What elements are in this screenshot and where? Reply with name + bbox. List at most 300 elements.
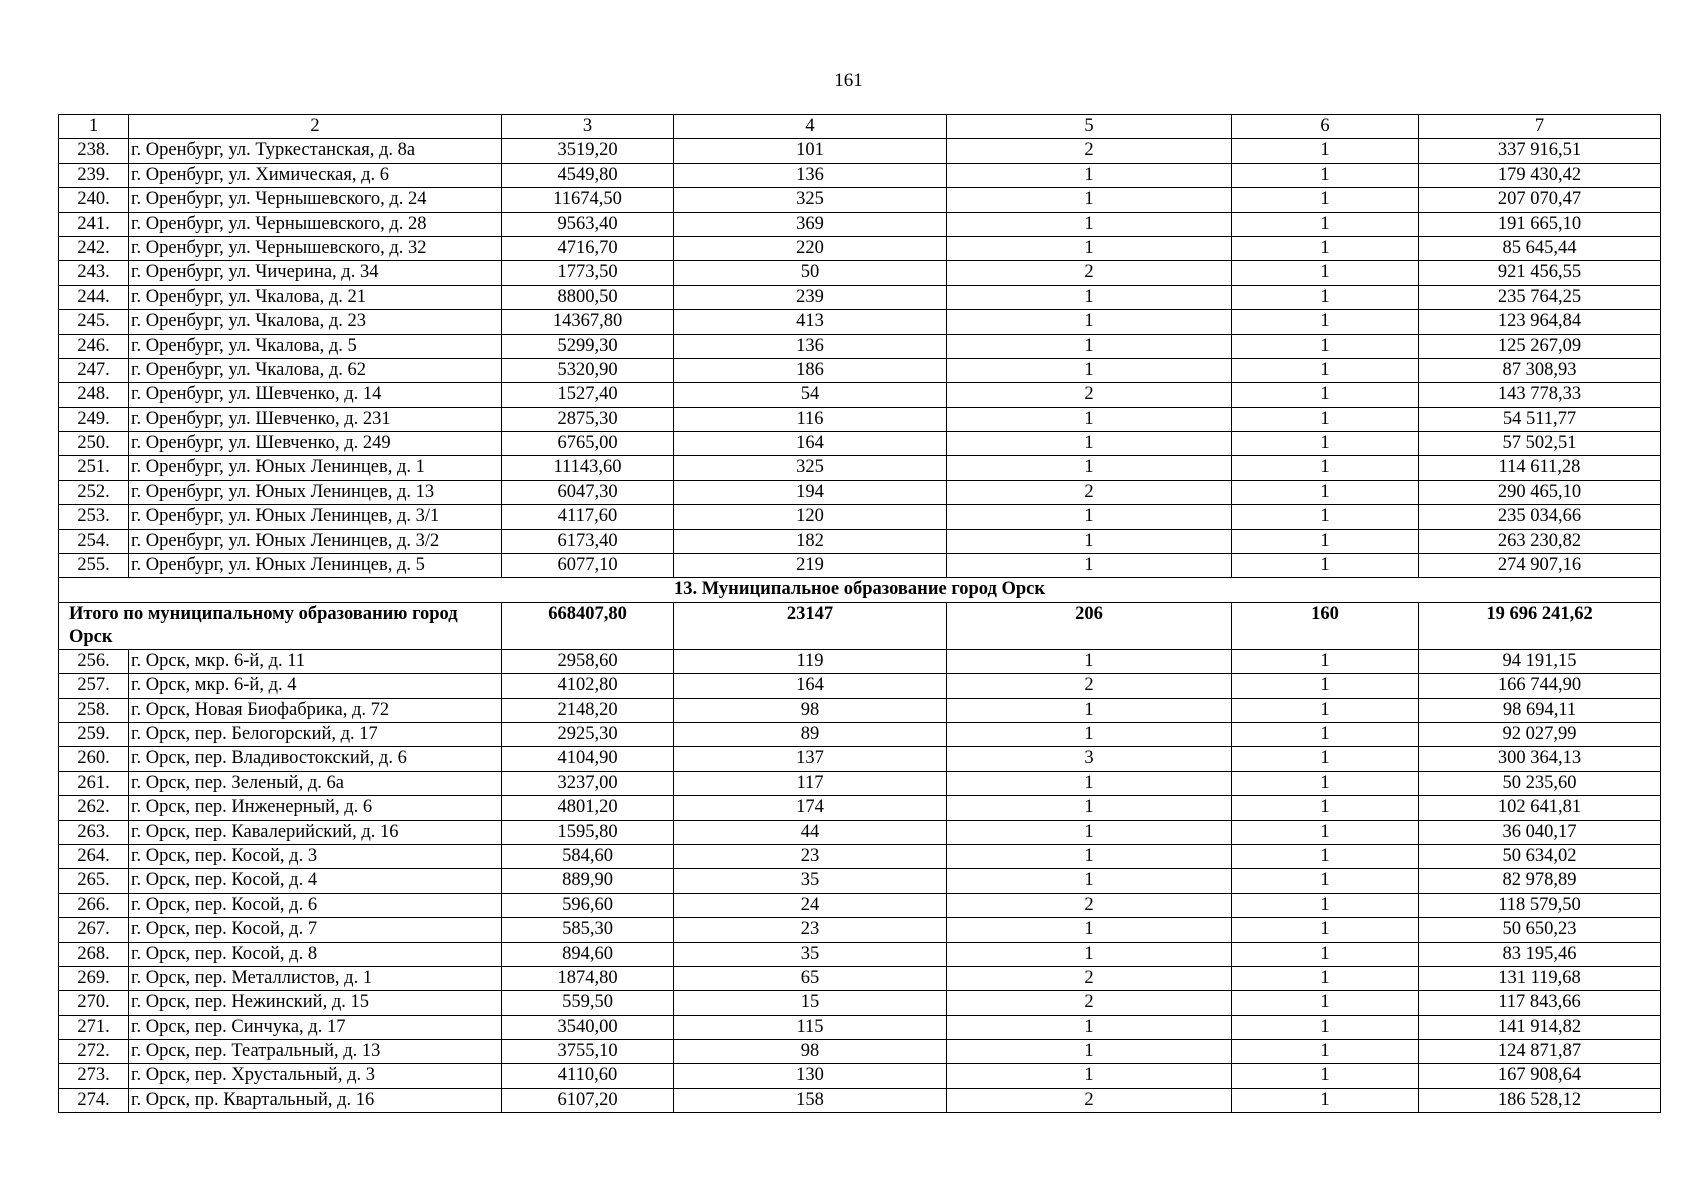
count-cell: 2 [947, 139, 1232, 163]
amount-cell: 167 908,64 [1419, 1064, 1661, 1088]
address-cell: г. Оренбург, ул. Чкалова, д. 62 [129, 358, 502, 382]
table-row [59, 698, 1661, 722]
number-cell: 250. [59, 432, 129, 456]
amount-cell: 337 916,51 [1419, 139, 1661, 163]
amount-cell: 290 465,10 [1419, 480, 1661, 504]
table-row [59, 966, 1661, 990]
residents-cell: 219 [674, 554, 947, 578]
count-cell: 1 [947, 456, 1232, 480]
residents-cell: 325 [674, 188, 947, 212]
area-cell: 4104,90 [502, 747, 674, 771]
amount-cell: 85 645,44 [1419, 236, 1661, 260]
residents-cell: 24 [674, 893, 947, 917]
address-cell: г. Оренбург, ул. Шевченко, д. 14 [129, 383, 502, 407]
area-cell: 2958,60 [502, 649, 674, 673]
column-number-header: 1 [59, 115, 129, 139]
number-cell: 241. [59, 212, 129, 236]
table-row [59, 771, 1661, 795]
residents-cell: 15 [674, 991, 947, 1015]
amount-cell: 235 034,66 [1419, 505, 1661, 529]
number-cell: 263. [59, 820, 129, 844]
count-cell: 1 [947, 942, 1232, 966]
column-number-header: 7 [1419, 115, 1661, 139]
total-row [59, 602, 1661, 649]
address-cell: г. Оренбург, ул. Химическая, д. 6 [129, 163, 502, 187]
lifts-cell: 1 [1232, 1088, 1419, 1112]
area-cell: 889,90 [502, 869, 674, 893]
amount-cell: 54 511,77 [1419, 407, 1661, 431]
residents-cell: 35 [674, 869, 947, 893]
total-residents-cell: 23147 [674, 602, 947, 649]
table-row [59, 432, 1661, 456]
number-cell: 254. [59, 529, 129, 553]
lifts-cell: 1 [1232, 869, 1419, 893]
count-cell: 2 [947, 383, 1232, 407]
amount-cell: 235 764,25 [1419, 285, 1661, 309]
address-cell: г. Орск, пер. Косой, д. 6 [129, 893, 502, 917]
address-cell: г. Оренбург, ул. Юных Ленинцев, д. 1 [129, 456, 502, 480]
address-cell: г. Орск, пер. Нежинский, д. 15 [129, 991, 502, 1015]
area-cell: 2925,30 [502, 722, 674, 746]
total-area-cell: 668407,80 [502, 602, 674, 649]
address-cell: г. Оренбург, ул. Чичерина, д. 34 [129, 261, 502, 285]
residents-cell: 164 [674, 432, 947, 456]
lifts-cell: 1 [1232, 358, 1419, 382]
area-cell: 3755,10 [502, 1040, 674, 1064]
amount-cell: 123 964,84 [1419, 310, 1661, 334]
number-cell: 262. [59, 796, 129, 820]
table-row [59, 188, 1661, 212]
count-cell: 1 [947, 649, 1232, 673]
table-row [59, 554, 1661, 578]
lifts-cell: 1 [1232, 505, 1419, 529]
residents-cell: 194 [674, 480, 947, 504]
area-cell: 4117,60 [502, 505, 674, 529]
table-row [59, 820, 1661, 844]
address-cell: г. Орск, пер. Владивостокский, д. 6 [129, 747, 502, 771]
residents-cell: 186 [674, 358, 947, 382]
address-cell: г. Оренбург, ул. Чкалова, д. 5 [129, 334, 502, 358]
table-row [59, 1040, 1661, 1064]
section-title: 13. Муниципальное образование город Орск [59, 578, 1661, 602]
lifts-cell: 1 [1232, 942, 1419, 966]
amount-cell: 94 191,15 [1419, 649, 1661, 673]
area-cell: 4716,70 [502, 236, 674, 260]
amount-cell: 82 978,89 [1419, 869, 1661, 893]
lifts-cell: 1 [1232, 1040, 1419, 1064]
total-lifts-cell: 160 [1232, 602, 1419, 649]
lifts-cell: 1 [1232, 334, 1419, 358]
table-row [59, 383, 1661, 407]
count-cell: 2 [947, 480, 1232, 504]
residents-cell: 98 [674, 1040, 947, 1064]
address-cell: г. Орск, пр. Квартальный, д. 16 [129, 1088, 502, 1112]
area-cell: 596,60 [502, 893, 674, 917]
residents-cell: 116 [674, 407, 947, 431]
residents-cell: 325 [674, 456, 947, 480]
total-amount-cell: 19 696 241,62 [1419, 602, 1661, 649]
number-cell: 259. [59, 722, 129, 746]
lifts-cell: 1 [1232, 529, 1419, 553]
column-number-header: 4 [674, 115, 947, 139]
count-cell: 3 [947, 747, 1232, 771]
number-cell: 274. [59, 1088, 129, 1112]
lifts-cell: 1 [1232, 796, 1419, 820]
page-number: 161 [834, 70, 863, 91]
lifts-cell: 1 [1232, 1015, 1419, 1039]
table-row [59, 163, 1661, 187]
number-cell: 245. [59, 310, 129, 334]
table-row [59, 358, 1661, 382]
area-cell: 14367,80 [502, 310, 674, 334]
table-row [59, 407, 1661, 431]
table-row [59, 796, 1661, 820]
table-row [59, 1088, 1661, 1112]
table-row [59, 918, 1661, 942]
address-cell: г. Оренбург, ул. Шевченко, д. 249 [129, 432, 502, 456]
number-cell: 270. [59, 991, 129, 1015]
number-cell: 264. [59, 844, 129, 868]
lifts-cell: 1 [1232, 649, 1419, 673]
count-cell: 1 [947, 236, 1232, 260]
area-cell: 1773,50 [502, 261, 674, 285]
area-cell: 6047,30 [502, 480, 674, 504]
amount-cell: 50 634,02 [1419, 844, 1661, 868]
count-cell: 1 [947, 918, 1232, 942]
number-cell: 268. [59, 942, 129, 966]
area-cell: 9563,40 [502, 212, 674, 236]
area-cell: 4110,60 [502, 1064, 674, 1088]
count-cell: 1 [947, 820, 1232, 844]
address-cell: г. Оренбург, ул. Юных Ленинцев, д. 5 [129, 554, 502, 578]
number-cell: 266. [59, 893, 129, 917]
residents-cell: 98 [674, 698, 947, 722]
table-row [59, 334, 1661, 358]
number-cell: 244. [59, 285, 129, 309]
table-row [59, 456, 1661, 480]
residents-cell: 117 [674, 771, 947, 795]
lifts-cell: 1 [1232, 747, 1419, 771]
count-cell: 1 [947, 1040, 1232, 1064]
count-cell: 1 [947, 212, 1232, 236]
table-row [59, 893, 1661, 917]
area-cell: 11143,60 [502, 456, 674, 480]
number-cell: 258. [59, 698, 129, 722]
area-cell: 4102,80 [502, 674, 674, 698]
number-cell: 248. [59, 383, 129, 407]
address-cell: г. Орск, пер. Металлистов, д. 1 [129, 966, 502, 990]
section-heading-row [59, 578, 1661, 602]
address-cell: г. Орск, мкр. 6-й, д. 11 [129, 649, 502, 673]
lifts-cell: 1 [1232, 163, 1419, 187]
count-cell: 1 [947, 844, 1232, 868]
residents-cell: 65 [674, 966, 947, 990]
amount-cell: 98 694,11 [1419, 698, 1661, 722]
amount-cell: 300 364,13 [1419, 747, 1661, 771]
column-number-header: 5 [947, 115, 1232, 139]
count-cell: 1 [947, 285, 1232, 309]
count-cell: 1 [947, 1015, 1232, 1039]
number-cell: 240. [59, 188, 129, 212]
total-count-cell: 206 [947, 602, 1232, 649]
lifts-cell: 1 [1232, 966, 1419, 990]
number-cell: 243. [59, 261, 129, 285]
area-cell: 1874,80 [502, 966, 674, 990]
address-cell: г. Оренбург, ул. Юных Ленинцев, д. 3/2 [129, 529, 502, 553]
lifts-cell: 1 [1232, 771, 1419, 795]
residents-cell: 239 [674, 285, 947, 309]
column-number-header: 3 [502, 115, 674, 139]
address-cell: г. Орск, пер. Театральный, д. 13 [129, 1040, 502, 1064]
area-cell: 894,60 [502, 942, 674, 966]
count-cell: 1 [947, 163, 1232, 187]
lifts-cell: 1 [1232, 212, 1419, 236]
lifts-cell: 1 [1232, 188, 1419, 212]
number-cell: 242. [59, 236, 129, 260]
number-cell: 255. [59, 554, 129, 578]
total-label: Итого по муниципальному образованию город Орск [59, 602, 502, 649]
number-cell: 251. [59, 456, 129, 480]
residents-cell: 54 [674, 383, 947, 407]
residents-cell: 35 [674, 942, 947, 966]
count-cell: 1 [947, 334, 1232, 358]
table-row [59, 261, 1661, 285]
amount-cell: 50 650,23 [1419, 918, 1661, 942]
amount-cell: 124 871,87 [1419, 1040, 1661, 1064]
area-cell: 4549,80 [502, 163, 674, 187]
table-row [59, 139, 1661, 163]
count-cell: 1 [947, 771, 1232, 795]
column-number-header: 2 [129, 115, 502, 139]
address-cell: г. Орск, пер. Косой, д. 3 [129, 844, 502, 868]
area-cell: 2148,20 [502, 698, 674, 722]
residents-cell: 23 [674, 844, 947, 868]
amount-cell: 207 070,47 [1419, 188, 1661, 212]
address-cell: г. Орск, пер. Косой, д. 8 [129, 942, 502, 966]
residents-cell: 158 [674, 1088, 947, 1112]
amount-cell: 143 778,33 [1419, 383, 1661, 407]
count-cell: 1 [947, 188, 1232, 212]
amount-cell: 191 665,10 [1419, 212, 1661, 236]
count-cell: 1 [947, 869, 1232, 893]
count-cell: 1 [947, 722, 1232, 746]
area-cell: 3540,00 [502, 1015, 674, 1039]
area-cell: 8800,50 [502, 285, 674, 309]
residents-cell: 23 [674, 918, 947, 942]
area-cell: 6765,00 [502, 432, 674, 456]
number-cell: 265. [59, 869, 129, 893]
table-row [59, 991, 1661, 1015]
count-cell: 1 [947, 310, 1232, 334]
area-cell: 11674,50 [502, 188, 674, 212]
column-number-row [59, 115, 1661, 139]
amount-cell: 114 611,28 [1419, 456, 1661, 480]
area-cell: 4801,20 [502, 796, 674, 820]
amount-cell: 166 744,90 [1419, 674, 1661, 698]
table-row [59, 285, 1661, 309]
lifts-cell: 1 [1232, 407, 1419, 431]
table-row [59, 310, 1661, 334]
lifts-cell: 1 [1232, 1064, 1419, 1088]
lifts-cell: 1 [1232, 918, 1419, 942]
count-cell: 2 [947, 991, 1232, 1015]
table-row [59, 1015, 1661, 1039]
amount-cell: 83 195,46 [1419, 942, 1661, 966]
table-body [59, 115, 1661, 1113]
address-cell: г. Оренбург, ул. Туркестанская, д. 8а [129, 139, 502, 163]
address-cell: г. Оренбург, ул. Чкалова, д. 23 [129, 310, 502, 334]
lifts-cell: 1 [1232, 554, 1419, 578]
area-cell: 1527,40 [502, 383, 674, 407]
amount-cell: 131 119,68 [1419, 966, 1661, 990]
residents-cell: 119 [674, 649, 947, 673]
residents-cell: 44 [674, 820, 947, 844]
address-cell: г. Орск, пер. Синчука, д. 17 [129, 1015, 502, 1039]
address-cell: г. Оренбург, ул. Чкалова, д. 21 [129, 285, 502, 309]
amount-cell: 36 040,17 [1419, 820, 1661, 844]
table-row [59, 844, 1661, 868]
amount-cell: 87 308,93 [1419, 358, 1661, 382]
number-cell: 260. [59, 747, 129, 771]
address-cell: г. Орск, пер. Косой, д. 7 [129, 918, 502, 942]
amount-cell: 263 230,82 [1419, 529, 1661, 553]
number-cell: 239. [59, 163, 129, 187]
residents-cell: 137 [674, 747, 947, 771]
column-number-header: 6 [1232, 115, 1419, 139]
amount-cell: 125 267,09 [1419, 334, 1661, 358]
area-cell: 6077,10 [502, 554, 674, 578]
table-row [59, 747, 1661, 771]
data-table [58, 114, 1661, 1113]
area-cell: 5299,30 [502, 334, 674, 358]
amount-cell: 141 914,82 [1419, 1015, 1661, 1039]
number-cell: 253. [59, 505, 129, 529]
lifts-cell: 1 [1232, 285, 1419, 309]
number-cell: 249. [59, 407, 129, 431]
number-cell: 246. [59, 334, 129, 358]
area-cell: 3237,00 [502, 771, 674, 795]
count-cell: 2 [947, 966, 1232, 990]
number-cell: 273. [59, 1064, 129, 1088]
table-row [59, 236, 1661, 260]
area-cell: 6173,40 [502, 529, 674, 553]
amount-cell: 92 027,99 [1419, 722, 1661, 746]
count-cell: 1 [947, 407, 1232, 431]
amount-cell: 57 502,51 [1419, 432, 1661, 456]
count-cell: 2 [947, 261, 1232, 285]
amount-cell: 118 579,50 [1419, 893, 1661, 917]
amount-cell: 186 528,12 [1419, 1088, 1661, 1112]
lifts-cell: 1 [1232, 820, 1419, 844]
number-cell: 256. [59, 649, 129, 673]
address-cell: г. Оренбург, ул. Юных Ленинцев, д. 13 [129, 480, 502, 504]
residents-cell: 220 [674, 236, 947, 260]
residents-cell: 130 [674, 1064, 947, 1088]
count-cell: 1 [947, 505, 1232, 529]
table-row [59, 529, 1661, 553]
number-cell: 271. [59, 1015, 129, 1039]
residents-cell: 174 [674, 796, 947, 820]
address-cell: г. Оренбург, ул. Шевченко, д. 231 [129, 407, 502, 431]
number-cell: 269. [59, 966, 129, 990]
count-cell: 1 [947, 698, 1232, 722]
lifts-cell: 1 [1232, 698, 1419, 722]
address-cell: г. Оренбург, ул. Чернышевского, д. 28 [129, 212, 502, 236]
residents-cell: 120 [674, 505, 947, 529]
address-cell: г. Орск, пер. Хрустальный, д. 3 [129, 1064, 502, 1088]
area-cell: 584,60 [502, 844, 674, 868]
address-cell: г. Орск, Новая Биофабрика, д. 72 [129, 698, 502, 722]
amount-cell: 179 430,42 [1419, 163, 1661, 187]
address-cell: г. Орск, пер. Белогорский, д. 17 [129, 722, 502, 746]
area-cell: 2875,30 [502, 407, 674, 431]
lifts-cell: 1 [1232, 432, 1419, 456]
residents-cell: 50 [674, 261, 947, 285]
residents-cell: 369 [674, 212, 947, 236]
residents-cell: 136 [674, 163, 947, 187]
amount-cell: 117 843,66 [1419, 991, 1661, 1015]
amount-cell: 50 235,60 [1419, 771, 1661, 795]
address-cell: г. Оренбург, ул. Юных Ленинцев, д. 3/1 [129, 505, 502, 529]
table-row [59, 480, 1661, 504]
table-row [59, 942, 1661, 966]
count-cell: 2 [947, 674, 1232, 698]
lifts-cell: 1 [1232, 844, 1419, 868]
residents-cell: 89 [674, 722, 947, 746]
amount-cell: 102 641,81 [1419, 796, 1661, 820]
address-cell: г. Орск, пер. Зеленый, д. 6а [129, 771, 502, 795]
address-cell: г. Орск, мкр. 6-й, д. 4 [129, 674, 502, 698]
table-row [59, 505, 1661, 529]
amount-cell: 921 456,55 [1419, 261, 1661, 285]
lifts-cell: 1 [1232, 722, 1419, 746]
area-cell: 5320,90 [502, 358, 674, 382]
count-cell: 1 [947, 796, 1232, 820]
residents-cell: 413 [674, 310, 947, 334]
lifts-cell: 1 [1232, 310, 1419, 334]
lifts-cell: 1 [1232, 893, 1419, 917]
area-cell: 3519,20 [502, 139, 674, 163]
number-cell: 238. [59, 139, 129, 163]
address-cell: г. Орск, пер. Косой, д. 4 [129, 869, 502, 893]
number-cell: 261. [59, 771, 129, 795]
lifts-cell: 1 [1232, 991, 1419, 1015]
table-row [59, 674, 1661, 698]
count-cell: 2 [947, 1088, 1232, 1112]
residents-cell: 136 [674, 334, 947, 358]
lifts-cell: 1 [1232, 261, 1419, 285]
table-row [59, 722, 1661, 746]
area-cell: 1595,80 [502, 820, 674, 844]
number-cell: 252. [59, 480, 129, 504]
table-row [59, 212, 1661, 236]
count-cell: 2 [947, 893, 1232, 917]
residents-cell: 164 [674, 674, 947, 698]
address-cell: г. Оренбург, ул. Чернышевского, д. 32 [129, 236, 502, 260]
area-cell: 559,50 [502, 991, 674, 1015]
lifts-cell: 1 [1232, 456, 1419, 480]
lifts-cell: 1 [1232, 480, 1419, 504]
count-cell: 1 [947, 554, 1232, 578]
number-cell: 272. [59, 1040, 129, 1064]
number-cell: 267. [59, 918, 129, 942]
area-cell: 585,30 [502, 918, 674, 942]
count-cell: 1 [947, 358, 1232, 382]
lifts-cell: 1 [1232, 236, 1419, 260]
number-cell: 247. [59, 358, 129, 382]
residents-cell: 101 [674, 139, 947, 163]
lifts-cell: 1 [1232, 674, 1419, 698]
